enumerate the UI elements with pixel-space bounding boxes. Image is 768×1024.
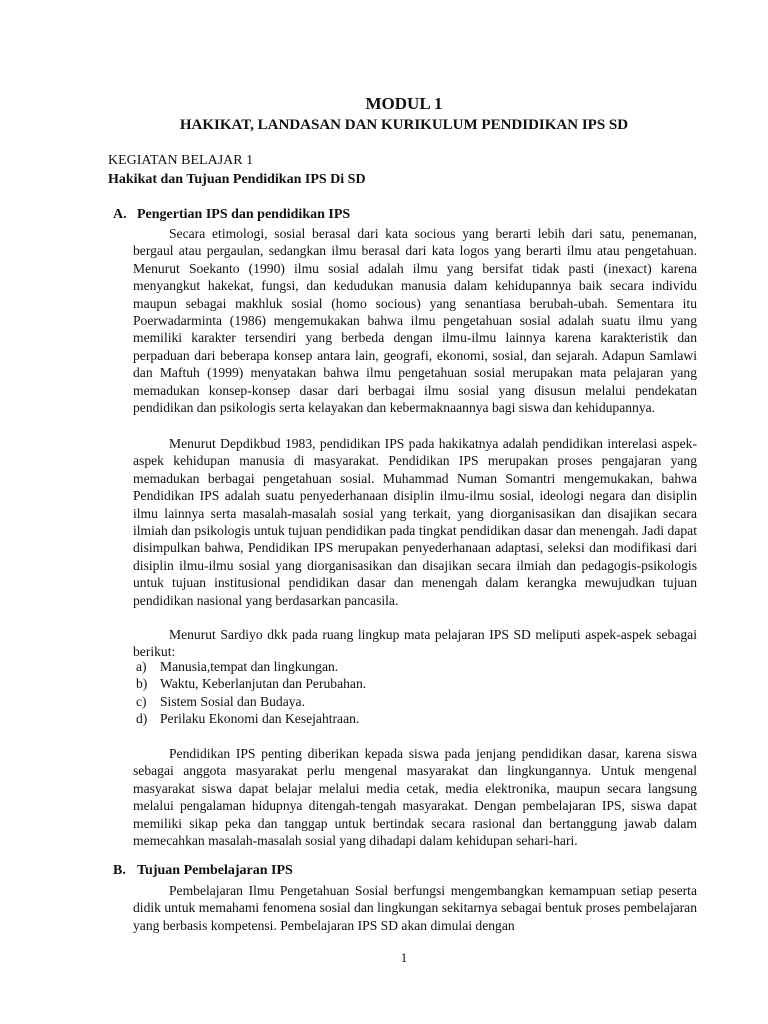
list-item-text: Sistem Sosial dan Budaya.: [160, 693, 305, 709]
section-a-heading: [113, 207, 350, 223]
scope-list: [136, 658, 366, 728]
section-a-closing-paragraph: [133, 745, 697, 849]
module-title: MODUL 1: [365, 94, 443, 113]
section-b-letter: B.: [113, 863, 126, 878]
section-a-paragraph-2-text: Menurut Depdikbud 1983, pendidikan IPS pada hakikatnya adalah pendidikan interelasi aspek-aspek kehidupan manusia di masyarakat. Pendidikan IPS merupakan proses pengajaran yang memadukan berbagai pengetahuan sosial. Muhammad Numan Somantri mengemukakan, bahwa Pendidikan IPS adalah suatu penyederhanaan disiplin ilmu-ilmu sosial, ideologi negara dan disiplin ilmu lainnya serta masalah-masalah sosial yang terkait, yang diorganisasikan dan disajikan secara ilmiah dan psikologis untuk tujuan pendidikan pada tingkat pendidikan dasar dan menengah. Jadi dapat disimpulkan bahwa, Pendidikan IPS merupakan penyederhanaan adaptasi, seleksi dan modifikasi dari disiplin ilmu-ilmu sosial yang diorganisasikan dan disajikan secara ilmiah dan pedagogis-psikologis untuk tujuan institusional pendidikan dasar dan menengah dalam kerangka mewujudkan tujuan pendidikan nasional yang berdasarkan pancasila.: [133, 436, 697, 608]
section-a-title: Pengertian IPS dan pendidikan IPS: [137, 207, 351, 222]
module-subtitle: HAKIKAT, LANDASAN DAN KURIKULUM PENDIDIKAN IPS SD: [179, 117, 629, 133]
activity-subtitle: Hakikat dan Tujuan Pendidikan IPS Di SD: [108, 172, 366, 187]
list-item: [136, 710, 366, 727]
list-item: [136, 658, 366, 675]
section-a-paragraph-3-text: Menurut Sardiyo dkk pada ruang lingkup mata pelajaran IPS SD meliputi aspek-aspek sebagai berikut:: [133, 627, 697, 660]
list-item: [136, 693, 366, 710]
list-item: [136, 675, 366, 692]
section-a-paragraph-3: [133, 626, 697, 661]
section-a-paragraph-2: [133, 435, 697, 609]
section-b-title: Tujuan Pembelajaran IPS: [137, 863, 293, 878]
page-number: 1: [400, 950, 408, 965]
section-b-heading: [113, 863, 293, 879]
section-a-letter: A.: [113, 207, 127, 222]
list-marker: c): [136, 693, 147, 709]
list-marker: b): [136, 676, 148, 692]
list-item-text: Manusia,tempat dan lingkungan.: [160, 659, 339, 674]
list-item-text: Perilaku Ekonomi dan Kesejahtraan.: [160, 711, 360, 727]
section-a-paragraph-1: [133, 225, 697, 416]
section-b-paragraph: [133, 882, 697, 934]
list-item-text: Waktu, Keberlanjutan dan Perubahan.: [160, 676, 367, 692]
section-a-closing-text: Pendidikan IPS penting diberikan kepada siswa pada jenjang pendidikan dasar, karena siswa sebagai anggota masyarakat perlu mengenal masyarakat dan lingkungannya. Untuk mengenal masyarakat siswa dapat belajar melalui media cetak, media elektronika, maupun secara langsung melalui pengalaman hidupnya ditengah-tengah masyarakat. Dengan pembelajaran IPS, siswa dapat memiliki sikap peka dan tanggap untuk bertindak secara rasional dan bertanggung jawab dalam memecahkan masalah-masalah sosial yang dihadapi dalam kehidupan sehari-hari.: [133, 746, 697, 849]
list-marker: d): [136, 711, 148, 727]
section-b-paragraph-text: Pembelajaran Ilmu Pengetahuan Sosial berfungsi mengembangkan kemampuan setiap peserta didik untuk memahami fenomena sosial dan lingkungan sekitarnya sebagai bentuk proses pembelajaran yang berbasis kompetensi. Pembelajaran IPS SD akan dimulai dengan: [133, 883, 697, 933]
activity-label: KEGIATAN BELAJAR 1: [108, 153, 254, 168]
list-marker: a): [136, 659, 147, 674]
section-a-paragraph-1-text: Secara etimologi, sosial berasal dari kata socious yang berarti lebih dari satu, penemanan, bergaul atau pergaulan, sedangkan ilmu berasal dari kata logos yang berarti ilmu atau pengetahuan. Menurut Soekanto (1990) ilmu sosial adalah ilmu yang bersifat tidak pasti (inexact) karena menyangkut hakekat, fungsi, dan kedudukan manusia dalam kehidupannya baik secara individu maupun sebagai makhluk sosial (homo socious) yang senantiasa berubah-ubah. Sementara itu Poerwadarminta (1986) mengemukakan bahwa ilmu pengetahuan sosial adalah suatu ilmu yang memiliki karakter tersendiri yang berbeda dengan ilmu-ilmu lainnya karena karakteristik dan perpaduan dari beberapa konsep antara lain, geografi, ekonomi, sosial, dan sejarah. Adapun Samlawi dan Maftuh (1999) menyatakan bahwa ilmu pengetahuan sosial merupakan mata pelajaran yang memadukan konsep-konsep dasar dari berbagai ilmu sosial yang disusun melalui pendekatan pendidikan dan psikologis serta kelayakan dan kebermaknaannya bagi siswa dan kehidupannya.: [133, 226, 697, 416]
